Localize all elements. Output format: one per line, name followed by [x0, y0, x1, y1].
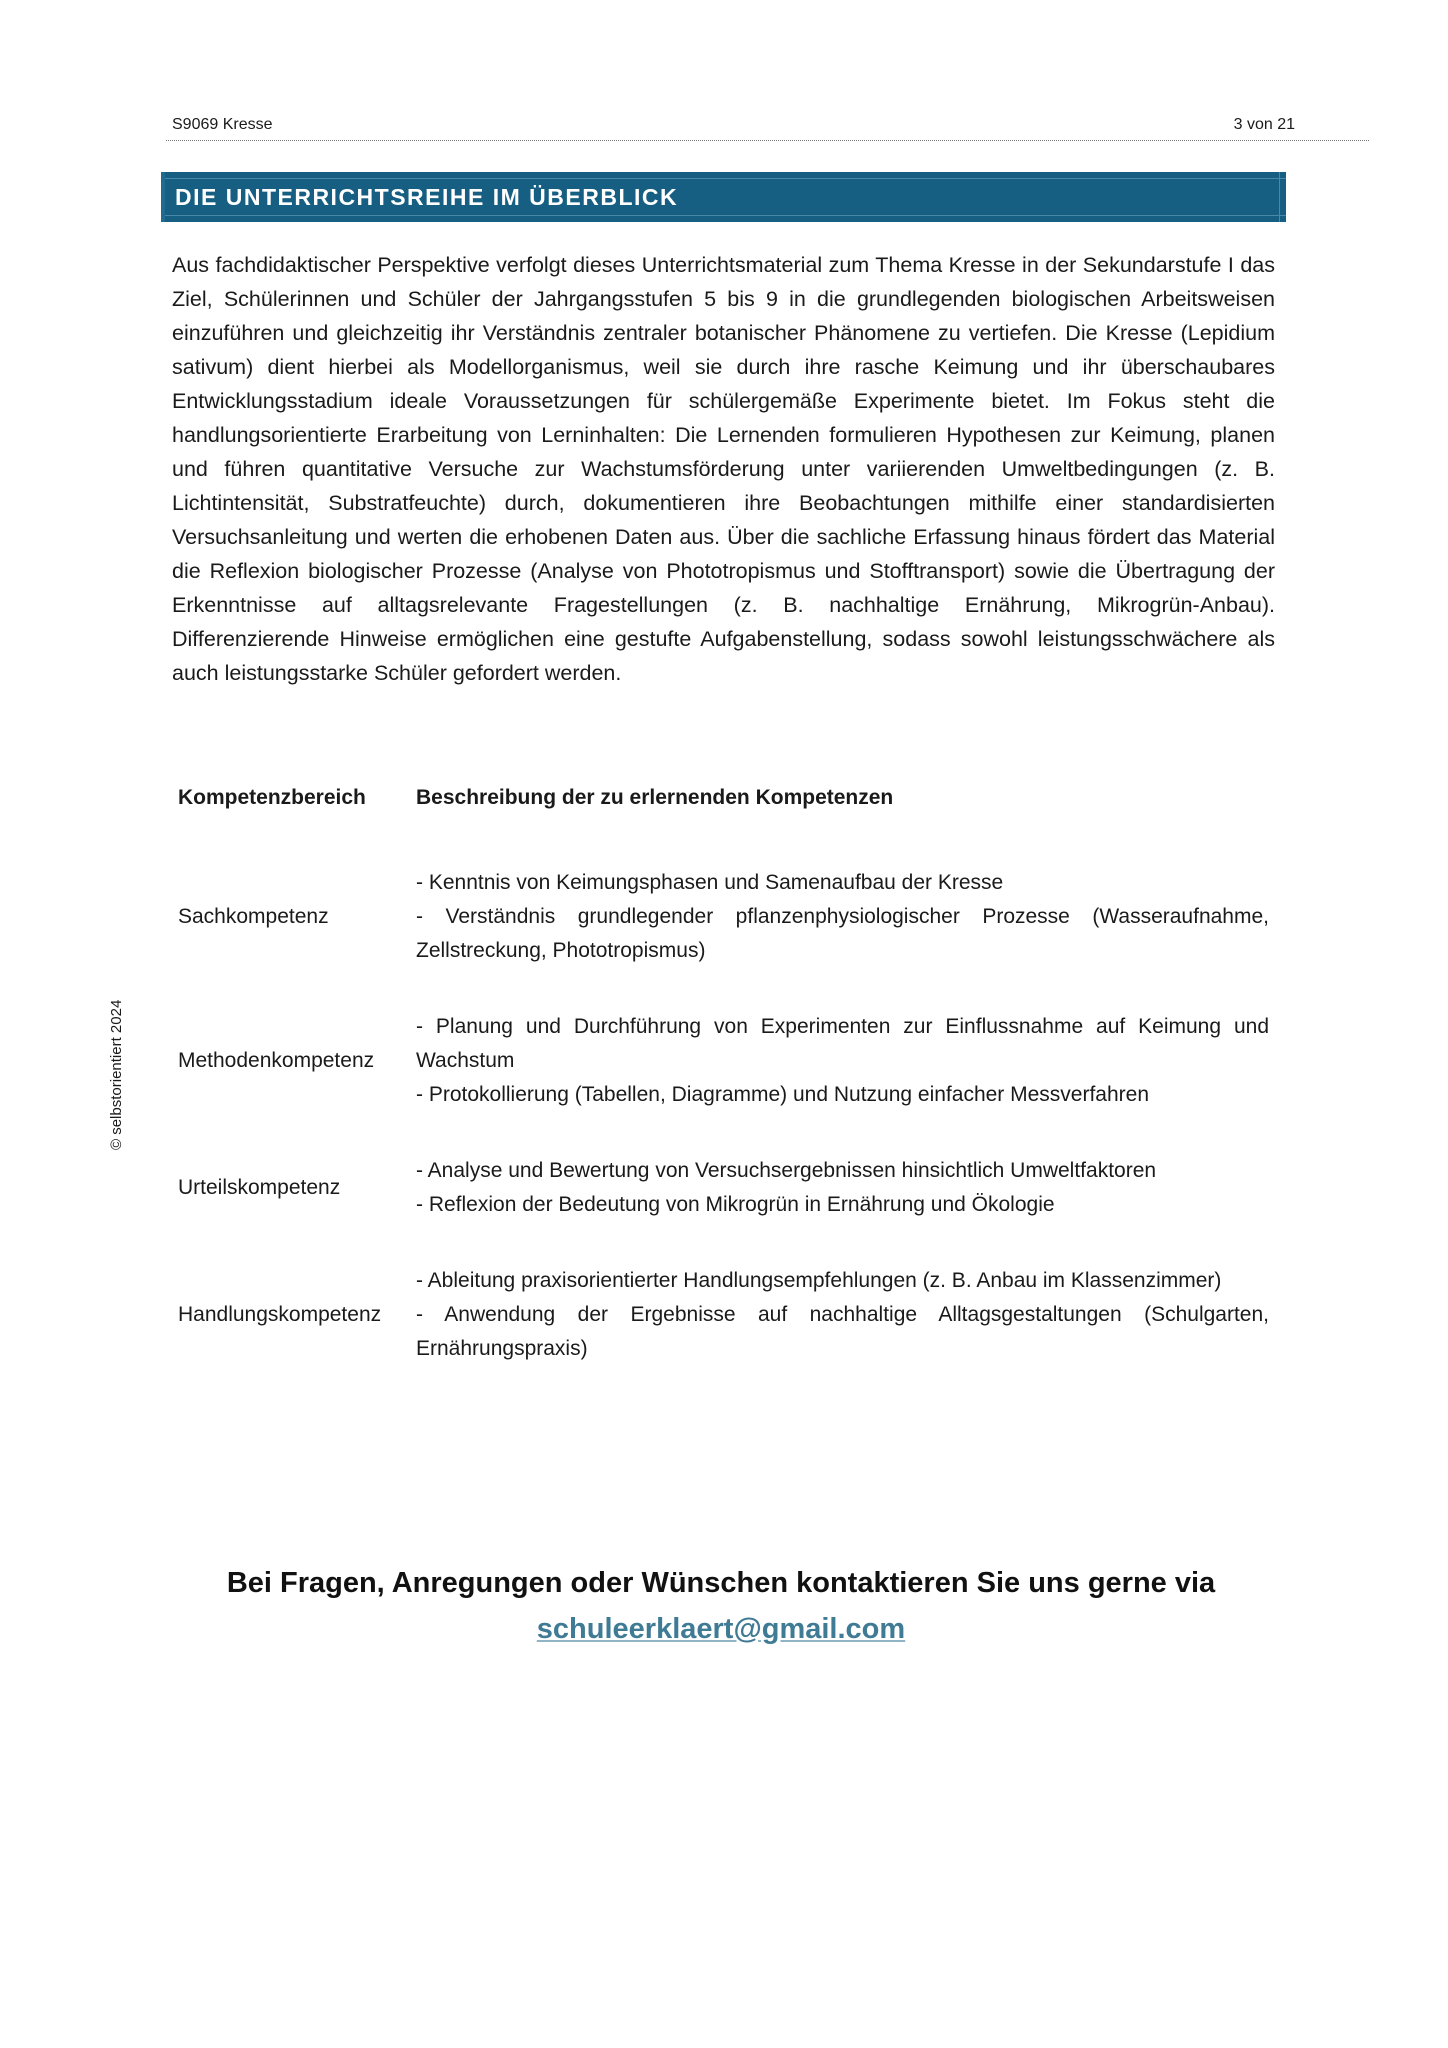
document-title: S9069 Kresse [172, 116, 273, 133]
page-header [166, 112, 1369, 141]
competence-area: Sachkompetenz [178, 905, 329, 928]
competence-area: Urteilskompetenz [178, 1176, 341, 1199]
section-banner [161, 172, 1286, 222]
description-line: - Planung und Durchführung von Experimenten zur Einflussnahme auf Keimung und Wachstum [416, 1015, 1269, 1072]
description-line: - Verständnis grundlegender pflanzenphysiologischer Prozesse (Wasseraufnahme, Zellstreckung, Phototropismus) [416, 905, 1269, 962]
competence-description [410, 1154, 1275, 1222]
description-line: - Anwendung der Ergebnisse auf nachhaltige Alltagsgestaltungen (Schulgarten, Ernährungspraxis) [416, 1303, 1269, 1360]
contact-block [166, 1560, 1276, 1652]
table-row [172, 1010, 1275, 1112]
description-line: - Kenntnis von Keimungsphasen und Samenaufbau der Kresse [416, 871, 1004, 894]
contact-email-link[interactable]: schuleerklaert@gmail.com [536, 1613, 906, 1645]
copyright-note: © selbstorientiert 2024 [108, 999, 125, 1150]
section-title: DIE UNTERRICHTSREIHE IM ÜBERBLICK [175, 184, 679, 210]
description-line: - Analyse und Bewertung von Versuchsergebnissen hinsichtlich Umweltfaktoren [416, 1159, 1157, 1182]
competence-area: Methodenkompetenz [178, 1049, 375, 1072]
competence-description [410, 1010, 1275, 1112]
table-row [172, 1264, 1275, 1366]
description-line: - Ableitung praxisorientierter Handlungsempfehlungen (z. B. Anbau im Klassenzimmer) [416, 1269, 1222, 1292]
table-row [172, 1154, 1275, 1222]
competence-table [172, 778, 1275, 1366]
competence-description [410, 1264, 1275, 1366]
banner-edge-line [1279, 172, 1280, 222]
competence-description [410, 866, 1275, 968]
description-line: - Reflexion der Bedeutung von Mikrogrün in Ernährung und Ökologie [416, 1193, 1055, 1216]
intro-paragraph: Aus fachdidaktischer Perspektive verfolgt dieses Unterrichtsmaterial zum Thema Kresse in der Sekundarstufe I das Ziel, Schülerinnen und Schüler der Jahrgangsstufen 5 bis 9 in die grundlegenden biologischen Arbeitsweisen einzuführen und gleichzeitig ihr Verständnis zentraler botanischer Phänomene zu vertiefen. Die Kresse (Lepidium sativum) dient hierbei als Modellorganismus, weil sie durch ihre rasche Keimung und ihr überschaubares Entwicklungsstadium ideale Voraussetzungen für schülergemäße Experimente bietet. Im Fokus steht die handlungsorientierte Erarbeitung von Lerninhalten: Die Lernenden formulieren Hypothesen zur Keimung, planen und führen quantitative Versuche zur Wachstumsförderung unter variierenden Umweltbedingungen (z. B. Lichtintensität, Substratfeuchte) durch, dokumentieren ihre Beobachtungen mithilfe einer standardisierten Versuchsanleitung und werten die erhobenen Daten aus. Über die sachliche Erfassung hinaus fördert das Material die Reflexion biologischer Prozesse (Analyse von Phototropismus und Stofftransport) sowie die Übertragung der Erkenntnisse auf alltagsrelevante Fragestellungen (z. B. nachhaltige Ernährung, Mikrogrün-Anbau). Differenzierende Hinweise ermöglichen eine gestufte Aufgabenstellung, sodass sowohl leistungsschwächere als auch leistungsstarke Schüler gefordert werden. [172, 253, 1275, 685]
column-header-area: Kompetenzbereich [178, 786, 366, 809]
page-indicator: 3 von 21 [1233, 116, 1295, 133]
competence-area: Handlungskompetenz [178, 1303, 382, 1326]
column-header-description: Beschreibung der zu erlernenden Kompetenzen [416, 786, 894, 809]
contact-question: Bei Fragen, Anregungen oder Wünschen kontaktieren Sie uns gerne via [226, 1567, 1216, 1599]
table-row [172, 866, 1275, 968]
description-line: - Protokollierung (Tabellen, Diagramme) und Nutzung einfacher Messverfahren [416, 1083, 1150, 1106]
table-header-row [172, 778, 1275, 818]
